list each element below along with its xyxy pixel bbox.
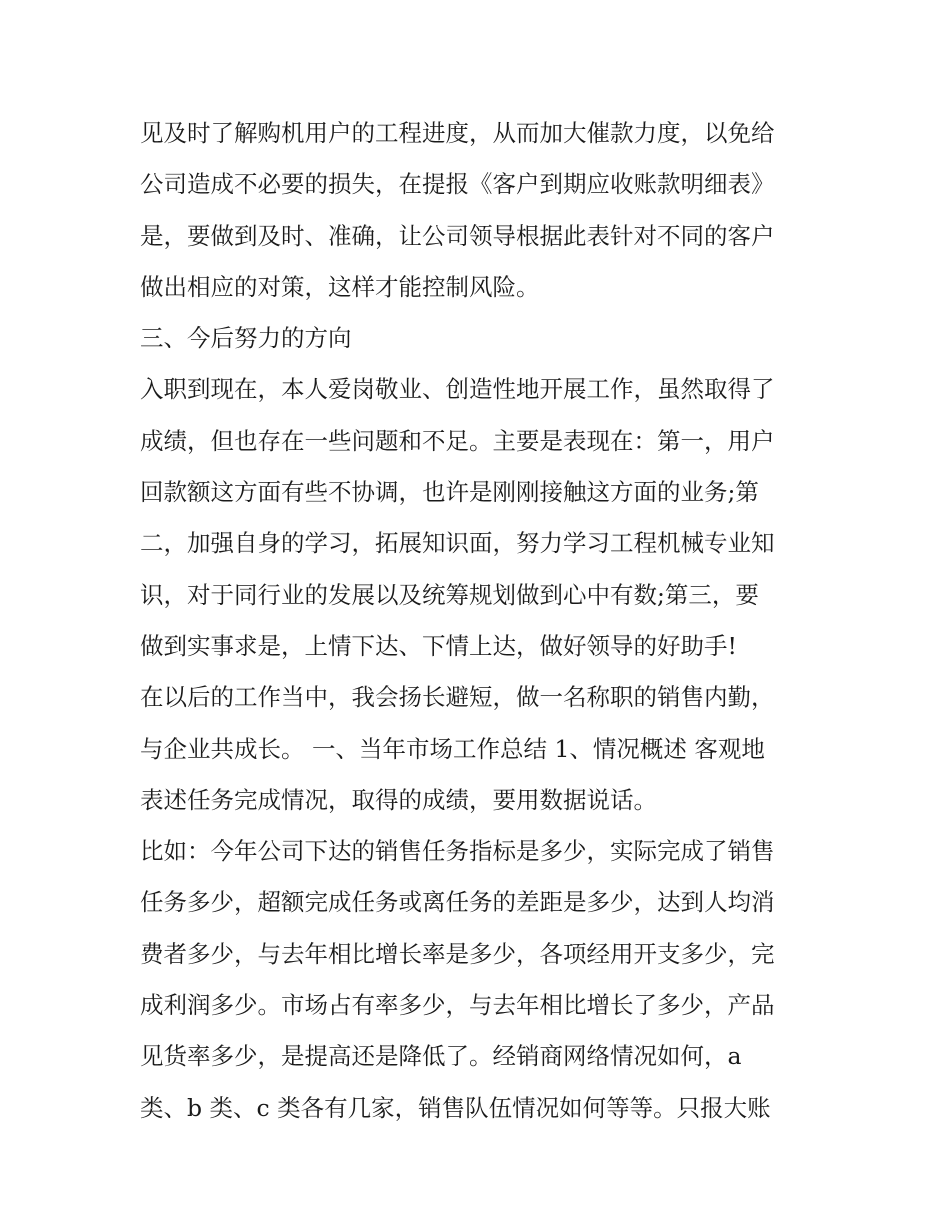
text-line: 在以后的工作当中，我会扬长避短，做一名称职的销售内勤， — [140, 683, 775, 712]
text-line: 表述任务完成情况，取得的成绩，要用数据说话。 — [140, 785, 657, 814]
text-line: 见及时了解购机用户的工程进度，从而加大催款力度，以免给 — [140, 119, 775, 147]
body-text — [140, 108, 830, 1134]
text-line: 任务多少，超额完成任务或离任务的差距是多少，达到人均消 — [140, 888, 775, 917]
text-line: 识，对于同行业的发展以及统筹规划做到心中有数;第三，要 — [140, 580, 759, 609]
text-line: 类、b 类、c 类各有几家，销售队伍情况如何等等。只报大账 — [140, 1093, 771, 1122]
text-line: 入职到现在，本人爱岗敬业、创造性地开展工作，虽然取得了 — [140, 375, 775, 404]
section-heading: 三、今后努力的方向 — [140, 324, 352, 353]
text-line: 做到实事求是，上情下达、下情上达，做好领导的好助手! — [140, 631, 737, 660]
text-line: 成绩，但也存在一些问题和不足。主要是表现在：第一，用户 — [140, 426, 775, 455]
text-line: 费者多少，与去年相比增长率是多少，各项经用开支多少，完 — [140, 939, 775, 968]
text-line: 回款额这方面有些不协调，也许是刚刚接触这方面的业务;第 — [140, 478, 759, 507]
text-line: 做出相应的对策，这样才能控制风险。 — [140, 272, 540, 301]
text-line: 公司造成不必要的损失，在提报《客户到期应收账款明细表》 — [140, 170, 775, 199]
text-line: 二，加强自身的学习，拓展知识面，努力学习工程机械专业知 — [140, 529, 775, 558]
text-line: 见货率多少，是提高还是降低了。经销商网络情况如何，a — [140, 1042, 742, 1071]
text-line: 比如：今年公司下达的销售任务指标是多少，实际完成了销售 — [140, 837, 775, 866]
text-line: 成利润多少。市场占有率多少，与去年相比增长了多少，产品 — [140, 991, 775, 1020]
text-line: 是，要做到及时、准确，让公司领导根据此表针对不同的客户 — [140, 221, 775, 250]
text-line: 与企业共成长。 一、当年市场工作总结 1、情况概述 客观地 — [140, 734, 765, 763]
